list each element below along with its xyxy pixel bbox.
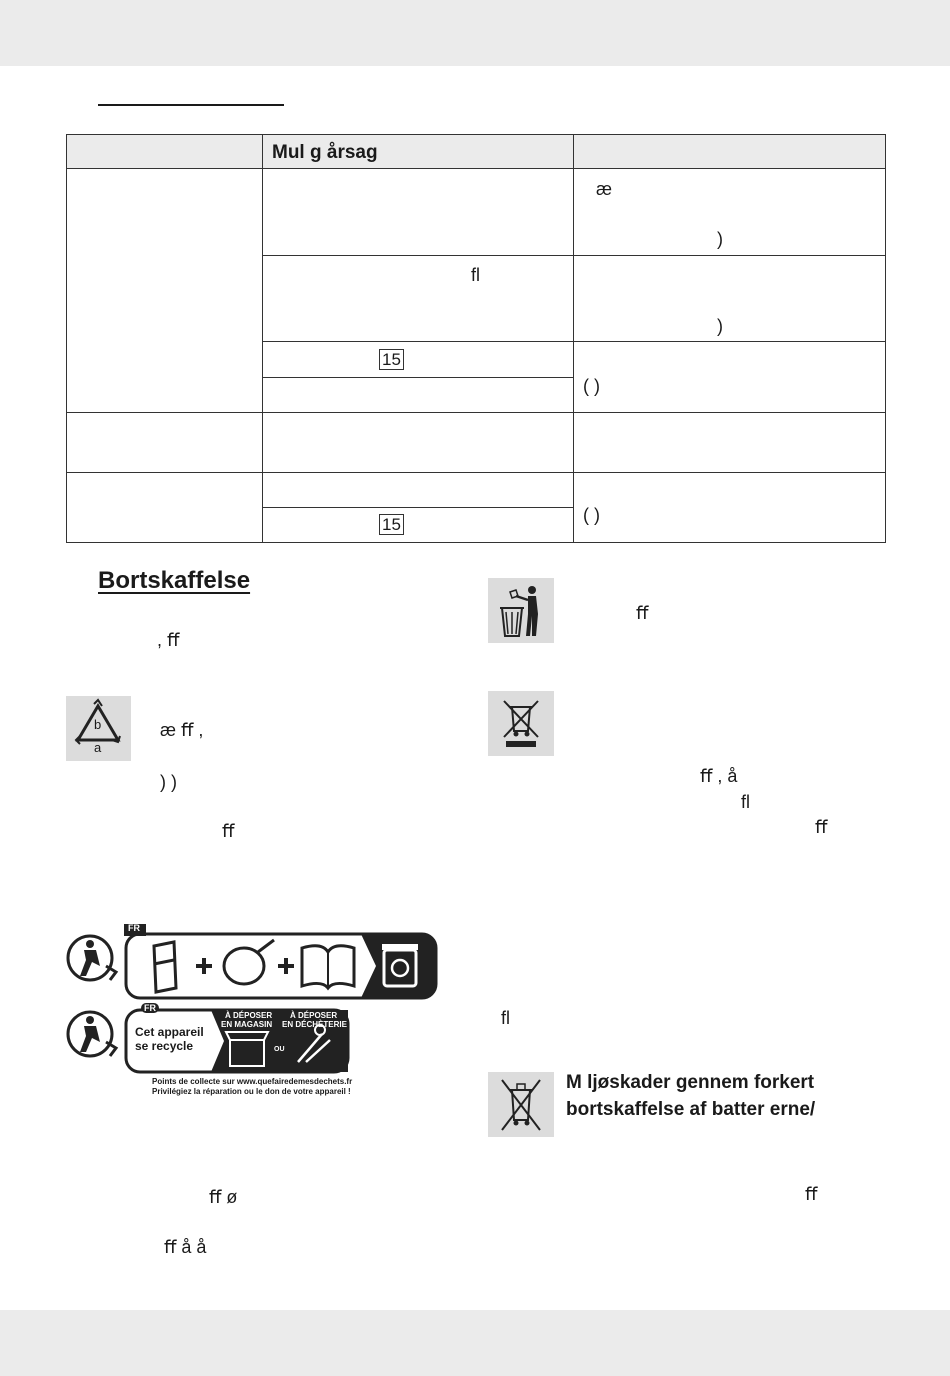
recycle-code-bottom: a bbox=[94, 740, 102, 755]
header-cell-problem bbox=[67, 135, 263, 169]
table-row bbox=[67, 473, 886, 508]
table-row bbox=[67, 169, 886, 256]
disposal-paragraph-2a: æ ﬀ , bbox=[160, 720, 204, 740]
right-paragraph-2b: ﬂ bbox=[741, 792, 750, 812]
cause-cell-1 bbox=[263, 169, 574, 256]
problem-cell-1 bbox=[67, 169, 263, 413]
solution-3-text: ( ) bbox=[583, 376, 600, 396]
litter-bin-icon bbox=[488, 578, 554, 643]
battery-warning-line2: bortskaffelse af batter erne/ bbox=[566, 1099, 816, 1120]
solution-cell-6 bbox=[574, 473, 886, 543]
right-paragraph-2a: ﬀ , å bbox=[700, 766, 738, 786]
table-row bbox=[67, 413, 886, 473]
cause-cell-5 bbox=[263, 413, 574, 473]
item-number-15: 15 bbox=[379, 349, 404, 370]
solution-cell-3 bbox=[574, 342, 886, 413]
recycling-code-icon bbox=[66, 696, 131, 761]
litter-bin-icon-box bbox=[488, 578, 554, 643]
cause-cell-3 bbox=[263, 342, 574, 378]
battery-weee-icon-box bbox=[488, 1072, 554, 1137]
right-paragraph-1: ﬀ bbox=[636, 603, 649, 623]
cause-cell-4 bbox=[263, 378, 574, 413]
item-number-box bbox=[379, 514, 404, 535]
dechet-line2: EN DÉCHÈTERIE bbox=[282, 1020, 347, 1029]
battery-warning-title bbox=[566, 1069, 815, 1123]
battery-warning-line1: M ljøskader gennem forkert bbox=[566, 1072, 815, 1093]
fr-badge-1: FR bbox=[128, 923, 140, 933]
cause-cell-7 bbox=[263, 508, 574, 543]
cet-appareil-line2: se recycle bbox=[135, 1039, 194, 1053]
cause-cell-6 bbox=[263, 473, 574, 508]
triman-icon bbox=[68, 1012, 116, 1056]
crossed-battery-bin-icon bbox=[488, 1072, 554, 1137]
solution-1-text-a: æ bbox=[596, 179, 613, 199]
header-cell-solution bbox=[574, 135, 886, 169]
triman-logo-block bbox=[66, 922, 438, 1102]
fr-footer-2: Privilégiez la réparation ou le don de votre appareil ! bbox=[152, 1087, 351, 1096]
solution-1-text-b: ) bbox=[717, 229, 723, 249]
disposal-paragraph-4: ﬀ ø bbox=[209, 1187, 238, 1207]
top-band bbox=[0, 0, 950, 66]
item-number-15: 15 bbox=[379, 514, 404, 535]
fr-badge-2: FR bbox=[141, 1003, 159, 1013]
bottom-band bbox=[0, 1310, 950, 1376]
cause-cell-2 bbox=[263, 256, 574, 342]
crossed-bin-icon bbox=[488, 691, 554, 756]
disposal-paragraph-1: , ﬀ bbox=[157, 630, 180, 650]
disposal-paragraph-3: ﬀ bbox=[222, 821, 235, 841]
cet-appareil-line1: Cet appareil bbox=[135, 1025, 204, 1039]
solution-cell-5 bbox=[574, 413, 886, 473]
store-line1: À DÉPOSER bbox=[225, 1011, 273, 1020]
cause-2-text: ﬂ bbox=[471, 265, 480, 285]
problem-cell-2 bbox=[67, 413, 263, 473]
header-cause-label: Mul g årsag bbox=[272, 142, 378, 163]
store-line2: EN MAGASIN bbox=[221, 1020, 273, 1029]
table-header-row bbox=[67, 135, 886, 169]
weee-icon-box bbox=[488, 691, 554, 756]
problem-cell-3 bbox=[67, 473, 263, 543]
disposal-title: Bortskaffelse bbox=[98, 567, 251, 594]
solution-cell-2 bbox=[574, 256, 886, 342]
solution-cell-1 bbox=[574, 169, 886, 256]
recycle-code-top: b bbox=[94, 717, 102, 732]
solution-6-text: ( ) bbox=[583, 505, 600, 525]
disposal-paragraph-2b: ) ) bbox=[160, 772, 177, 792]
right-paragraph-3: ﬂ bbox=[501, 1008, 510, 1028]
right-paragraph-2c: ﬀ bbox=[815, 817, 828, 837]
troubleshooting-table bbox=[66, 134, 886, 543]
fr-footer-1: Points de collecte sur www.quefairedemesdechets.fr bbox=[152, 1077, 353, 1086]
section-heading-underline bbox=[98, 104, 284, 106]
right-paragraph-4: ﬀ bbox=[805, 1184, 818, 1204]
disposal-paragraph-5: ﬀ å å bbox=[164, 1237, 207, 1257]
header-cell-cause bbox=[263, 135, 574, 169]
triman-icon bbox=[68, 936, 116, 980]
ou-label: OU bbox=[274, 1046, 285, 1053]
dechet-line1: À DÉPOSER bbox=[290, 1011, 338, 1020]
solution-2-text: ) bbox=[717, 316, 723, 336]
item-number-box bbox=[379, 349, 404, 370]
